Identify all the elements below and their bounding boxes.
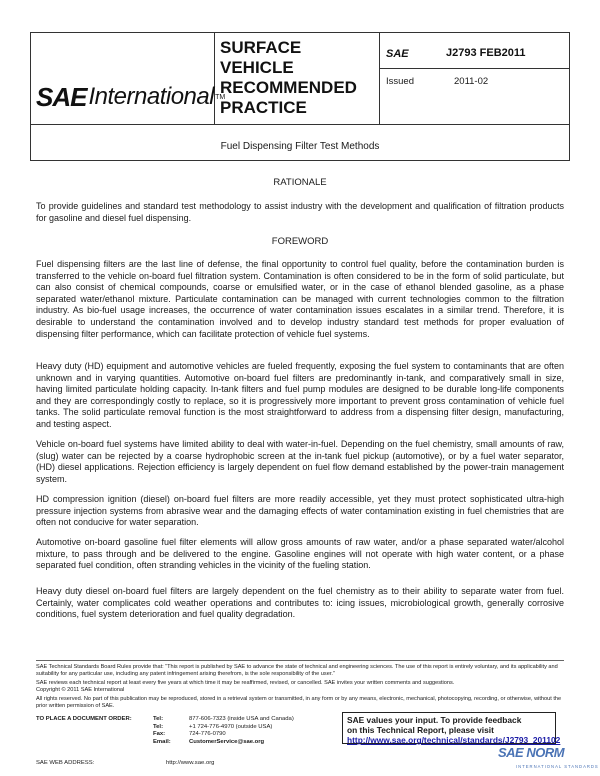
- fax-value: 724-776-0790: [189, 731, 226, 738]
- order-label: TO PLACE A DOCUMENT ORDER:: [36, 716, 132, 722]
- tel-label: Tel:: [153, 716, 164, 722]
- tel2-label: Tel:: [153, 723, 164, 730]
- header-divider-right: [379, 32, 380, 125]
- sae-logo-text: International: [88, 83, 215, 110]
- web-address-link[interactable]: http://www.sae.org: [166, 760, 215, 766]
- feedback-link[interactable]: http://www.sae.org/technical/standards/J2793_201102: [347, 735, 561, 745]
- foreword-paragraph: Vehicle on-board fuel systems have limited ability to deal with water-in-fuel. Depending on the fuel chemistry, small amounts of raw, (slug) water can be rejected by a coarse hydrophobic screen at the in-tank fuel pickup (automotive), or by a fuel water separator, (HD) diesel applications. Rejection efficiency is largely dependent on fuel flow demand established by the power-train management system.: [36, 439, 564, 484]
- trademark-mark: TM: [215, 93, 226, 101]
- doc-type-line: PRACTICE: [220, 98, 307, 117]
- footer-rule: [36, 660, 564, 661]
- document-type: [220, 38, 370, 118]
- copyright-notice: Copyright © 2011 SAE International: [36, 687, 125, 693]
- issued-date: 2011-02: [454, 76, 489, 87]
- feedback-line: on this Technical Report, please visit: [347, 725, 494, 735]
- foreword-paragraph: Fuel dispensing filters are the last line of defense, the final opportunity to control fuel quality, before the contamination burden is transferred to the vehicle on-board fuel filtration system. Contamination is often considered to be in the form of solid particulate, but can also consist of chemical compounds, coarse or emulsified water, or in the case of ethanol blended gasoline, as a phase separated water/ethanol mixture. Particulate contamination can be managed with current technologies common to the filtration industry. As bio-fuel usage increases, the occurrence of water contamination issues escalates in a similar trend. Therefore, it is desirable to understand the contamination involved and to develop industry standard test methods for proper evaluation of dispensing filter performance, which can facilitate protection of vehicle fuel systems.: [36, 259, 564, 339]
- document-number: J2793 FEB2011: [446, 47, 526, 59]
- doc-type-line: VEHICLE: [220, 58, 294, 77]
- watermark-logo: SAE NORM: [498, 745, 565, 760]
- header-left-border: [30, 32, 31, 125]
- rights-notice: All rights reserved. No part of this publication may be reproduced, stored in a retrieval system or transmitted, in any form or by any means, electronic, mechanical, photocopying, recording, or otherwise, without the prior written permission of SAE.: [36, 696, 562, 709]
- doc-type-line: RECOMMENDED: [220, 78, 357, 97]
- header-divider-horizontal: [379, 68, 570, 69]
- sae-logo-mark: SAE: [36, 81, 87, 112]
- watermark-subtitle: INTERNATIONAL STANDARDS: [516, 764, 599, 769]
- header-right-border: [569, 32, 570, 125]
- header-top-border: [30, 32, 570, 33]
- foreword-paragraph: HD compression ignition (diesel) on-board fuel filters are more readily accessible, yet they must protect sophisticated ultra-high pressure injection systems from abrasive wear and the damaging effects of water contamination existing in fuel chemistries that are often not conducive for water separation.: [36, 494, 564, 528]
- title-top-rule: [30, 160, 570, 161]
- email-link[interactable]: CustomerService@sae.org: [189, 738, 265, 745]
- sae-international-logo: [36, 81, 226, 112]
- sae-small-logo: SAE: [386, 48, 409, 60]
- foreword-paragraph: Automotive on-board gasoline fuel filter elements will allow gross amounts of raw water, and/or a phase separated water/alcohol mixture, to pass through and be delivered to the engine. Gasoline engines will not operate with high water content, or a phase separated fuel condition, often stranding vehicles in the vicinity of the fueling station.: [36, 537, 564, 571]
- header-divider-left: [214, 32, 215, 125]
- technical-board-rules: SAE Technical Standards Board Rules provide that: “This report is published by SAE to advance the state of technical and engineering sciences. The use of this report is entirely voluntary, and its applicability and suitability for any particular use, including any patent infringement arising therefrom, is the sole responsibility of the user.”: [36, 664, 558, 677]
- fax-label: Fax:: [153, 731, 166, 738]
- rationale-heading: RATIONALE: [273, 177, 327, 188]
- document-title: Fuel Dispensing Filter Test Methods: [220, 141, 380, 152]
- doc-type-line: SURFACE: [220, 38, 302, 57]
- issued-label: Issued: [386, 76, 414, 87]
- review-notice: SAE reviews each technical report at least every five years at which time it may be reaffirmed, revised, or cancelled. SAE invites your written comments and suggestions.: [36, 680, 455, 686]
- foreword-heading: FOREWORD: [271, 236, 329, 247]
- header-bottom-border: [30, 124, 570, 125]
- web-address-label: SAE WEB ADDRESS:: [36, 760, 95, 766]
- feedback-line: SAE values your input. To provide feedback: [347, 715, 522, 725]
- feedback-box: [342, 712, 561, 745]
- foreword-paragraph: Heavy duty (HD) equipment and automotive vehicles are fueled frequently, exposing the fuel system to contaminants that are often unknown and in varying quantities. Automotive on-board fuel filters are predominantly in-tank, and comparatively small in size, having limited particulate holding capacity. In-tank filters and fuel pump modules are designed to be durable long-life components and they are correspondingly costly to replace, so it is progressively more important to prevent gross contamination of vehicle fuel tanks. The solid particulate removal function is the most straightforward to address from a dispensing filter design, manufacturing, and testing aspect.: [36, 361, 564, 429]
- email-label: Email:: [153, 738, 171, 745]
- rationale-paragraph: To provide guidelines and standard test methodology to assist industry with the development and qualification of filtration products for gasoline and diesel fuel dispensing.: [36, 201, 564, 223]
- tel2-value: +1 724-776-4970 (outside USA): [189, 723, 273, 730]
- foreword-paragraph: Heavy duty diesel on-board fuel filters are largely dependent on the fuel chemistry as to their ability to separate water from fuel. Certainly, water complicates cold weather operations and contributes to: icing issues, microbiological growth, generally corrosive conditions, fuel system deterioration and fuel quality degradation.: [36, 586, 564, 620]
- order-contact-table: [36, 716, 294, 746]
- tel-value: 877-606-7323 (inside USA and Canada): [189, 716, 294, 722]
